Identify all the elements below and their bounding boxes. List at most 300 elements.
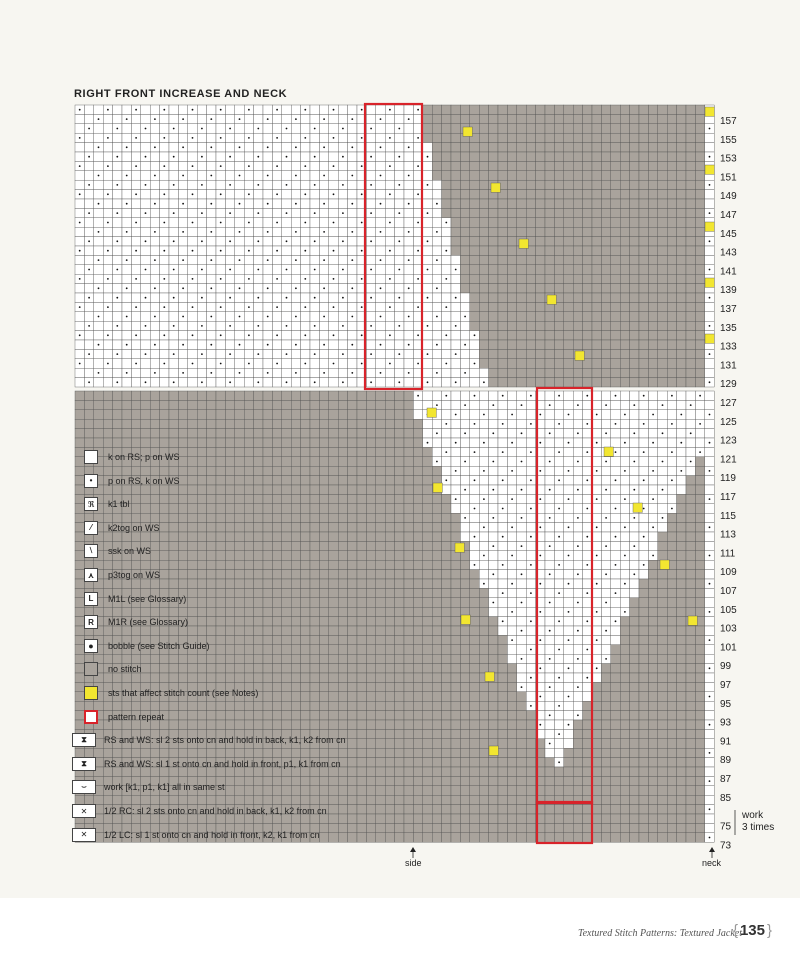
stitch-cell	[705, 626, 714, 635]
no-stitch-cell	[658, 171, 667, 180]
no-stitch-cell	[470, 218, 479, 227]
no-stitch-cell	[667, 161, 676, 170]
no-stitch-cell	[291, 400, 300, 409]
no-stitch-cell	[235, 419, 244, 428]
no-stitch-cell	[677, 349, 686, 358]
purl-dot	[154, 118, 156, 120]
no-stitch-cell	[695, 124, 704, 133]
no-stitch-cell	[207, 419, 216, 428]
no-stitch-cell	[357, 410, 366, 419]
stitch-cell	[188, 180, 197, 189]
no-stitch-cell	[131, 429, 140, 438]
stitch-cell	[705, 391, 714, 400]
no-stitch-cell	[310, 494, 319, 503]
no-stitch-cell	[366, 429, 375, 438]
no-stitch-cell	[667, 340, 676, 349]
purl-dot	[154, 146, 156, 148]
no-stitch-cell	[507, 359, 516, 368]
no-stitch-cell	[686, 302, 695, 311]
no-stitch-cell	[244, 447, 253, 456]
purl-dot	[145, 156, 147, 158]
no-stitch-cell	[451, 208, 460, 217]
stitch-cell	[188, 321, 197, 330]
purl-dot	[173, 156, 175, 158]
stitch-cell	[601, 635, 610, 644]
no-stitch-cell	[75, 617, 84, 626]
no-stitch-cell	[160, 513, 169, 522]
stitch-cell	[658, 504, 667, 513]
no-stitch-cell	[385, 410, 394, 419]
stitch-cell	[178, 378, 187, 387]
stitch-cell	[460, 523, 469, 532]
purl-dot	[267, 146, 269, 148]
stitch-cell	[188, 199, 197, 208]
purl-dot	[173, 353, 175, 355]
no-stitch-cell	[291, 476, 300, 485]
no-stitch-cell	[686, 255, 695, 264]
stitch-cell	[160, 180, 169, 189]
no-stitch-cell	[620, 340, 629, 349]
no-stitch-cell	[611, 654, 620, 663]
purl-dot	[474, 479, 476, 481]
no-stitch-cell	[536, 378, 545, 387]
no-stitch-cell	[235, 560, 244, 569]
no-stitch-cell	[648, 237, 657, 246]
no-stitch-cell	[611, 246, 620, 255]
no-stitch-cell	[244, 579, 253, 588]
stitch-cell	[338, 218, 347, 227]
purl-dot	[474, 423, 476, 425]
no-stitch-cell	[667, 523, 676, 532]
stitch-cell	[601, 391, 610, 400]
purl-dot	[596, 470, 598, 472]
no-stitch-cell	[141, 438, 150, 447]
purl-dot	[88, 156, 90, 158]
no-stitch-cell	[348, 551, 357, 560]
no-stitch-cell	[366, 494, 375, 503]
purl-dot	[210, 344, 212, 346]
no-stitch-cell	[536, 349, 545, 358]
purl-dot	[295, 231, 297, 233]
stitch-cell	[573, 617, 582, 626]
no-stitch-cell	[254, 645, 263, 654]
no-stitch-cell	[648, 180, 657, 189]
no-stitch-cell	[404, 447, 413, 456]
no-stitch-cell	[319, 466, 328, 475]
no-stitch-cell	[94, 391, 103, 400]
no-stitch-cell	[526, 340, 535, 349]
purl-dot	[192, 278, 194, 280]
no-stitch-cell	[376, 532, 385, 541]
no-stitch-cell	[564, 180, 573, 189]
no-stitch-cell	[319, 485, 328, 494]
stitch-cell	[564, 570, 573, 579]
no-stitch-cell	[75, 532, 84, 541]
purl-dot	[671, 479, 673, 481]
no-stitch-cell	[216, 466, 225, 475]
stitch-cell	[366, 284, 375, 293]
no-stitch-cell	[620, 105, 629, 114]
stitch-cell	[705, 133, 714, 142]
stitch-cell	[84, 312, 93, 321]
purl-dot	[558, 592, 560, 594]
purl-dot	[257, 269, 259, 271]
no-stitch-cell	[263, 598, 272, 607]
purl-dot	[154, 231, 156, 233]
no-stitch-cell	[611, 692, 620, 701]
no-stitch-cell	[564, 274, 573, 283]
purl-dot	[408, 344, 410, 346]
no-stitch-cell	[272, 692, 281, 701]
purl-dot	[239, 316, 241, 318]
stitch-cell	[282, 143, 291, 152]
no-stitch-cell	[630, 255, 639, 264]
stitch-cell	[658, 466, 667, 475]
purl-dot	[116, 212, 118, 214]
no-stitch-cell	[160, 419, 169, 428]
no-stitch-cell	[601, 265, 610, 274]
purl-dot	[229, 269, 231, 271]
stitch-cell	[620, 391, 629, 400]
no-stitch-cell	[573, 227, 582, 236]
no-stitch-cell	[432, 124, 441, 133]
no-stitch-cell	[526, 143, 535, 152]
no-stitch-cell	[677, 312, 686, 321]
no-stitch-cell	[263, 410, 272, 419]
stitch-cell	[75, 321, 84, 330]
no-stitch-cell	[573, 133, 582, 142]
no-stitch-cell	[254, 391, 263, 400]
no-stitch-cell	[395, 560, 404, 569]
stitch-cell	[705, 654, 714, 663]
no-stitch-cell	[319, 513, 328, 522]
no-stitch-cell	[197, 654, 206, 663]
no-stitch-cell	[686, 274, 695, 283]
purl-dot	[492, 489, 494, 491]
stitch-cell	[423, 302, 432, 311]
no-stitch-cell	[319, 635, 328, 644]
purl-dot	[436, 461, 438, 463]
no-stitch-cell	[451, 513, 460, 522]
no-stitch-cell	[536, 124, 545, 133]
purl-dot	[370, 269, 372, 271]
no-stitch-cell	[178, 447, 187, 456]
no-stitch-cell	[188, 494, 197, 503]
no-stitch-cell	[310, 645, 319, 654]
no-stitch-cell	[207, 541, 216, 550]
stitch-cell	[507, 532, 516, 541]
stitch-cell	[197, 133, 206, 142]
no-stitch-cell	[686, 246, 695, 255]
no-stitch-cell	[460, 208, 469, 217]
stitch-cell	[150, 302, 159, 311]
no-stitch-cell	[667, 105, 676, 114]
stitch-cell	[658, 494, 667, 503]
no-stitch-cell	[536, 359, 545, 368]
no-stitch-cell	[432, 664, 441, 673]
purl-dot	[539, 696, 541, 698]
no-stitch-cell	[442, 114, 451, 123]
stitch-cell	[460, 410, 469, 419]
stitch-cell	[84, 246, 93, 255]
no-stitch-cell	[413, 701, 422, 710]
no-stitch-cell	[695, 485, 704, 494]
no-stitch-cell	[84, 419, 93, 428]
no-stitch-cell	[677, 302, 686, 311]
stitch-cell	[75, 312, 84, 321]
stitch-cell	[263, 274, 272, 283]
no-stitch-cell	[489, 312, 498, 321]
no-stitch-cell	[395, 447, 404, 456]
stitch-cell	[583, 692, 592, 701]
no-stitch-cell	[376, 654, 385, 663]
stitch-cell	[75, 180, 84, 189]
no-stitch-cell	[667, 626, 676, 635]
no-stitch-cell	[338, 626, 347, 635]
no-stitch-cell	[376, 588, 385, 597]
no-stitch-cell	[301, 400, 310, 409]
stitch-cell	[366, 246, 375, 255]
stitch-cell	[310, 199, 319, 208]
no-stitch-cell	[639, 626, 648, 635]
stitch-cell	[272, 265, 281, 274]
no-stitch-cell	[489, 274, 498, 283]
stitch-cell	[338, 312, 347, 321]
purl-dot	[267, 316, 269, 318]
stitch-cell	[244, 255, 253, 264]
no-stitch-cell	[489, 124, 498, 133]
stitch-cell	[695, 429, 704, 438]
no-stitch-cell	[442, 199, 451, 208]
purl-dot	[88, 381, 90, 383]
no-stitch-cell	[178, 673, 187, 682]
purl-dot	[539, 526, 541, 528]
no-stitch-cell	[460, 180, 469, 189]
no-stitch-cell	[489, 340, 498, 349]
no-stitch-cell	[592, 274, 601, 283]
no-stitch-cell	[442, 105, 451, 114]
no-stitch-cell	[583, 171, 592, 180]
purl-dot	[116, 156, 118, 158]
no-stitch-cell	[423, 560, 432, 569]
no-stitch-cell	[601, 349, 610, 358]
no-stitch-cell	[197, 570, 206, 579]
purl-dot	[98, 118, 100, 120]
purl-dot	[361, 250, 363, 252]
no-stitch-cell	[460, 682, 469, 691]
stitch-cell	[442, 378, 451, 387]
no-stitch-cell	[282, 485, 291, 494]
no-stitch-cell	[357, 513, 366, 522]
purl-dot	[333, 165, 335, 167]
no-stitch-cell	[648, 340, 657, 349]
stitch-cell	[489, 579, 498, 588]
no-stitch-cell	[545, 143, 554, 152]
no-stitch-cell	[460, 588, 469, 597]
purl-dot	[417, 278, 419, 280]
no-stitch-cell	[470, 588, 479, 597]
no-stitch-cell	[536, 114, 545, 123]
no-stitch-cell	[75, 541, 84, 550]
purl-dot	[615, 620, 617, 622]
stitch-cell	[235, 190, 244, 199]
no-stitch-cell	[404, 466, 413, 475]
purl-dot	[709, 414, 711, 416]
no-stitch-cell	[94, 429, 103, 438]
no-stitch-cell	[225, 438, 234, 447]
no-stitch-cell	[216, 400, 225, 409]
no-stitch-cell	[470, 190, 479, 199]
no-stitch-cell	[291, 485, 300, 494]
no-stitch-cell	[667, 114, 676, 123]
no-stitch-cell	[507, 152, 516, 161]
purl-dot	[521, 404, 523, 406]
stitch-cell	[554, 598, 563, 607]
no-stitch-cell	[695, 105, 704, 114]
no-stitch-cell	[695, 321, 704, 330]
stitch-cell	[583, 438, 592, 447]
no-stitch-cell	[526, 190, 535, 199]
stitch-cell	[583, 466, 592, 475]
stitch-cell	[235, 321, 244, 330]
stitch-cell	[329, 368, 338, 377]
no-stitch-cell	[357, 541, 366, 550]
no-stitch-cell	[216, 654, 225, 663]
no-stitch-cell	[667, 607, 676, 616]
no-stitch-cell	[451, 237, 460, 246]
stitch-cell	[150, 293, 159, 302]
no-stitch-cell	[188, 664, 197, 673]
stitch-cell	[263, 321, 272, 330]
no-stitch-cell	[272, 466, 281, 475]
purl-dot	[192, 165, 194, 167]
no-stitch-cell	[479, 359, 488, 368]
stitch-cell	[141, 227, 150, 236]
stitch-cell	[451, 457, 460, 466]
purl-dot	[709, 470, 711, 472]
no-stitch-cell	[601, 701, 610, 710]
stitch-cell	[517, 607, 526, 616]
stitch-cell	[620, 419, 629, 428]
stitch-cell	[592, 429, 601, 438]
no-stitch-cell	[178, 551, 187, 560]
purl-dot	[568, 555, 570, 557]
stitch-cell	[376, 208, 385, 217]
no-stitch-cell	[536, 133, 545, 142]
stitch-cell	[620, 476, 629, 485]
purl-dot	[248, 334, 250, 336]
no-stitch-cell	[272, 419, 281, 428]
stitch-cell	[423, 391, 432, 400]
no-stitch-cell	[244, 391, 253, 400]
stitch-cell	[583, 654, 592, 663]
no-stitch-cell	[479, 598, 488, 607]
stitch-cell	[517, 391, 526, 400]
stitch-cell	[705, 359, 714, 368]
no-stitch-cell	[583, 199, 592, 208]
stitch-cell	[94, 302, 103, 311]
no-stitch-cell	[526, 284, 535, 293]
stitch-cell	[648, 447, 657, 456]
no-stitch-cell	[639, 114, 648, 123]
no-stitch-cell	[536, 171, 545, 180]
purl-dot	[229, 156, 231, 158]
no-stitch-cell	[282, 682, 291, 691]
no-stitch-cell	[404, 654, 413, 663]
no-stitch-cell	[451, 523, 460, 532]
no-stitch-cell	[545, 246, 554, 255]
no-stitch-cell	[695, 466, 704, 475]
no-stitch-cell	[103, 410, 112, 419]
no-stitch-cell	[432, 607, 441, 616]
no-stitch-cell	[188, 504, 197, 513]
no-stitch-cell	[254, 570, 263, 579]
no-stitch-cell	[244, 419, 253, 428]
no-stitch-cell	[517, 265, 526, 274]
stitch-cell	[122, 321, 131, 330]
no-stitch-cell	[225, 494, 234, 503]
no-stitch-cell	[545, 359, 554, 368]
stitch-cell	[376, 218, 385, 227]
purl-dot	[351, 146, 353, 148]
stitch-cell	[526, 485, 535, 494]
stitch-cell	[611, 598, 620, 607]
no-stitch-cell	[376, 607, 385, 616]
stitch-cell	[470, 523, 479, 532]
purl-dot	[558, 705, 560, 707]
no-stitch-cell	[601, 368, 610, 377]
stitch-cell	[272, 293, 281, 302]
stitch-cell	[686, 447, 695, 456]
purl-dot	[210, 287, 212, 289]
purl-dot	[220, 363, 222, 365]
no-stitch-cell	[207, 391, 216, 400]
no-stitch-cell	[451, 598, 460, 607]
purl-dot	[596, 526, 598, 528]
no-stitch-cell	[564, 133, 573, 142]
no-stitch-cell	[601, 302, 610, 311]
stitch-cell	[432, 208, 441, 217]
purl-dot	[474, 451, 476, 453]
no-stitch-cell	[498, 265, 507, 274]
stitch-cell	[291, 190, 300, 199]
no-stitch-cell	[695, 673, 704, 682]
no-stitch-cell	[498, 199, 507, 208]
no-stitch-cell	[479, 302, 488, 311]
no-stitch-cell	[329, 617, 338, 626]
no-stitch-cell	[479, 692, 488, 701]
no-stitch-cell	[113, 391, 122, 400]
purl-dot	[709, 526, 711, 528]
stitch-cell	[376, 124, 385, 133]
purl-dot	[229, 240, 231, 242]
no-stitch-cell	[639, 579, 648, 588]
no-stitch-cell	[639, 340, 648, 349]
no-stitch-cell	[648, 359, 657, 368]
no-stitch-cell	[677, 161, 686, 170]
stitch-cell	[611, 607, 620, 616]
stitch-cell	[545, 494, 554, 503]
stitch-cell	[648, 429, 657, 438]
stitch-cell	[423, 284, 432, 293]
stitch-cell	[169, 246, 178, 255]
stitch-cell	[658, 523, 667, 532]
purl-dot	[577, 461, 579, 463]
no-stitch-cell	[630, 237, 639, 246]
stitch-cell	[113, 246, 122, 255]
purl-dot	[163, 250, 165, 252]
purl-dot	[304, 334, 306, 336]
